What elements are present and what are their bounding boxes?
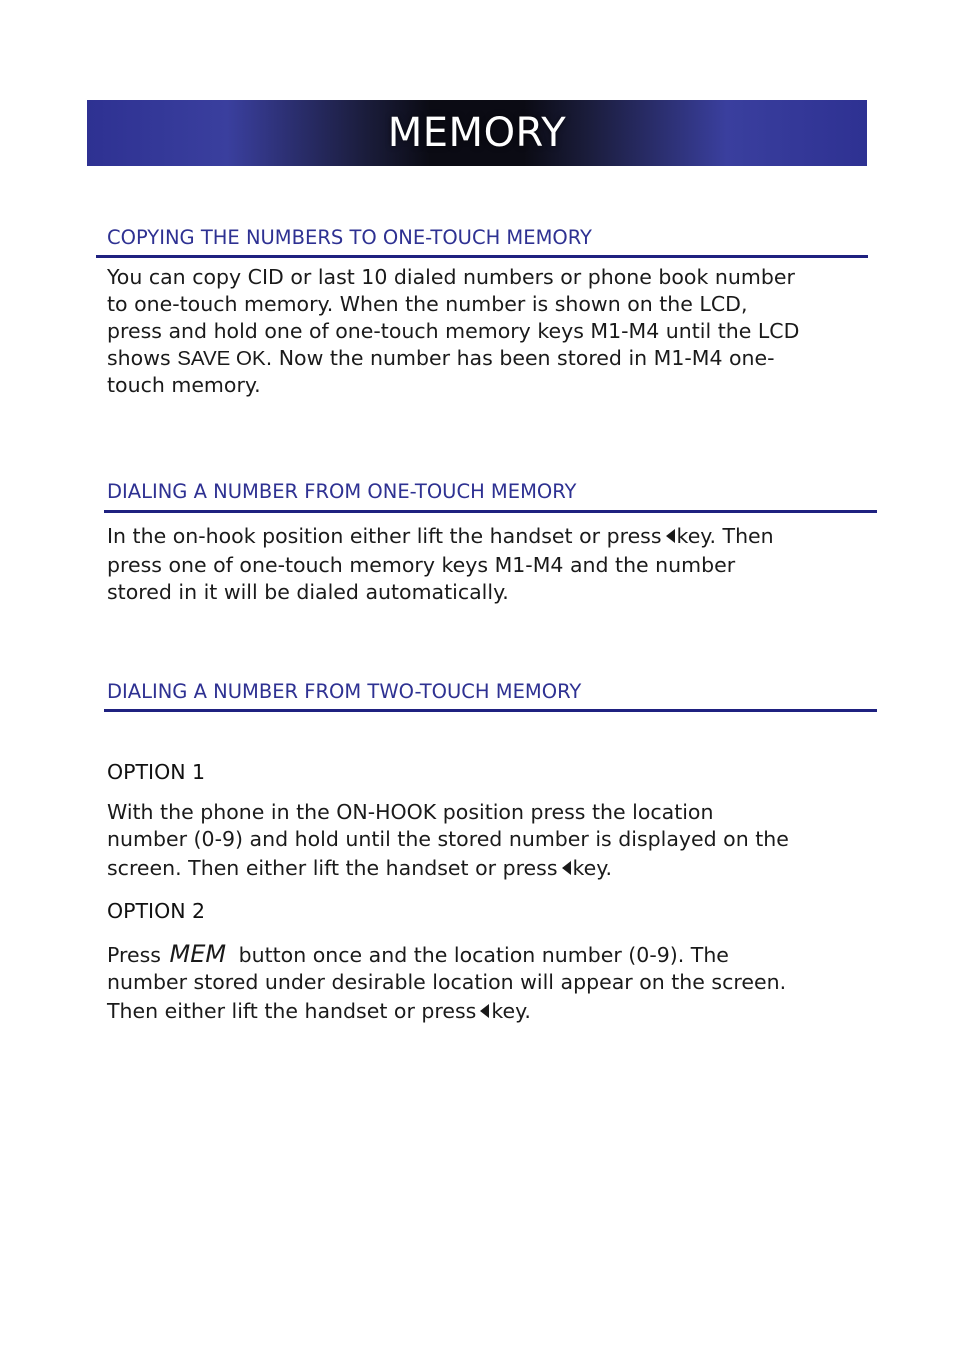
mem-button-label: MEM: [169, 940, 227, 968]
speaker-key-icon: [480, 1004, 489, 1018]
section-body-copying: You can copy CID or last 10 dialed numbers or phone book number to one-touch memory. When the number is shown on the LCD, press and hold one of one-touch memory keys M1-M4 until the LCD shows SAVE OK. Now the number has been stored in M1-M4 one- touch memory.: [107, 265, 800, 397]
section-divider: [104, 510, 877, 513]
section-divider: [96, 255, 868, 258]
option-2-body: Press MEM button once and the location number (0-9). The number stored under desirable location will appear on the screen. Then either lift the handset or press key.: [107, 940, 787, 1023]
speaker-key-icon: [666, 529, 675, 543]
title-banner: [87, 100, 867, 166]
lcd-message: SAVE OK: [177, 347, 266, 370]
option-2-label: OPTION 2: [107, 899, 206, 923]
section-body-one-touch: In the on-hook position either lift the handset or press key. Then press one of one-touch memory keys M1-M4 and the number stored in it will be dialed automatically.: [107, 524, 774, 604]
speaker-key-icon: [562, 861, 571, 875]
page-title: MEMORY: [387, 110, 567, 156]
option-1-body: With the phone in the ON-HOOK position press the location number (0-9) and hold until the stored number is displayed on the screen. Then either lift the handset or press key.: [107, 800, 789, 880]
option-1-label: OPTION 1: [107, 760, 206, 784]
section-heading-two-touch: DIALING A NUMBER FROM TWO-TOUCH MEMORY: [107, 680, 582, 703]
section-heading-one-touch: DIALING A NUMBER FROM ONE-TOUCH MEMORY: [107, 480, 577, 503]
section-divider: [104, 709, 877, 712]
section-heading-copying: COPYING THE NUMBERS TO ONE-TOUCH MEMORY: [107, 226, 592, 249]
